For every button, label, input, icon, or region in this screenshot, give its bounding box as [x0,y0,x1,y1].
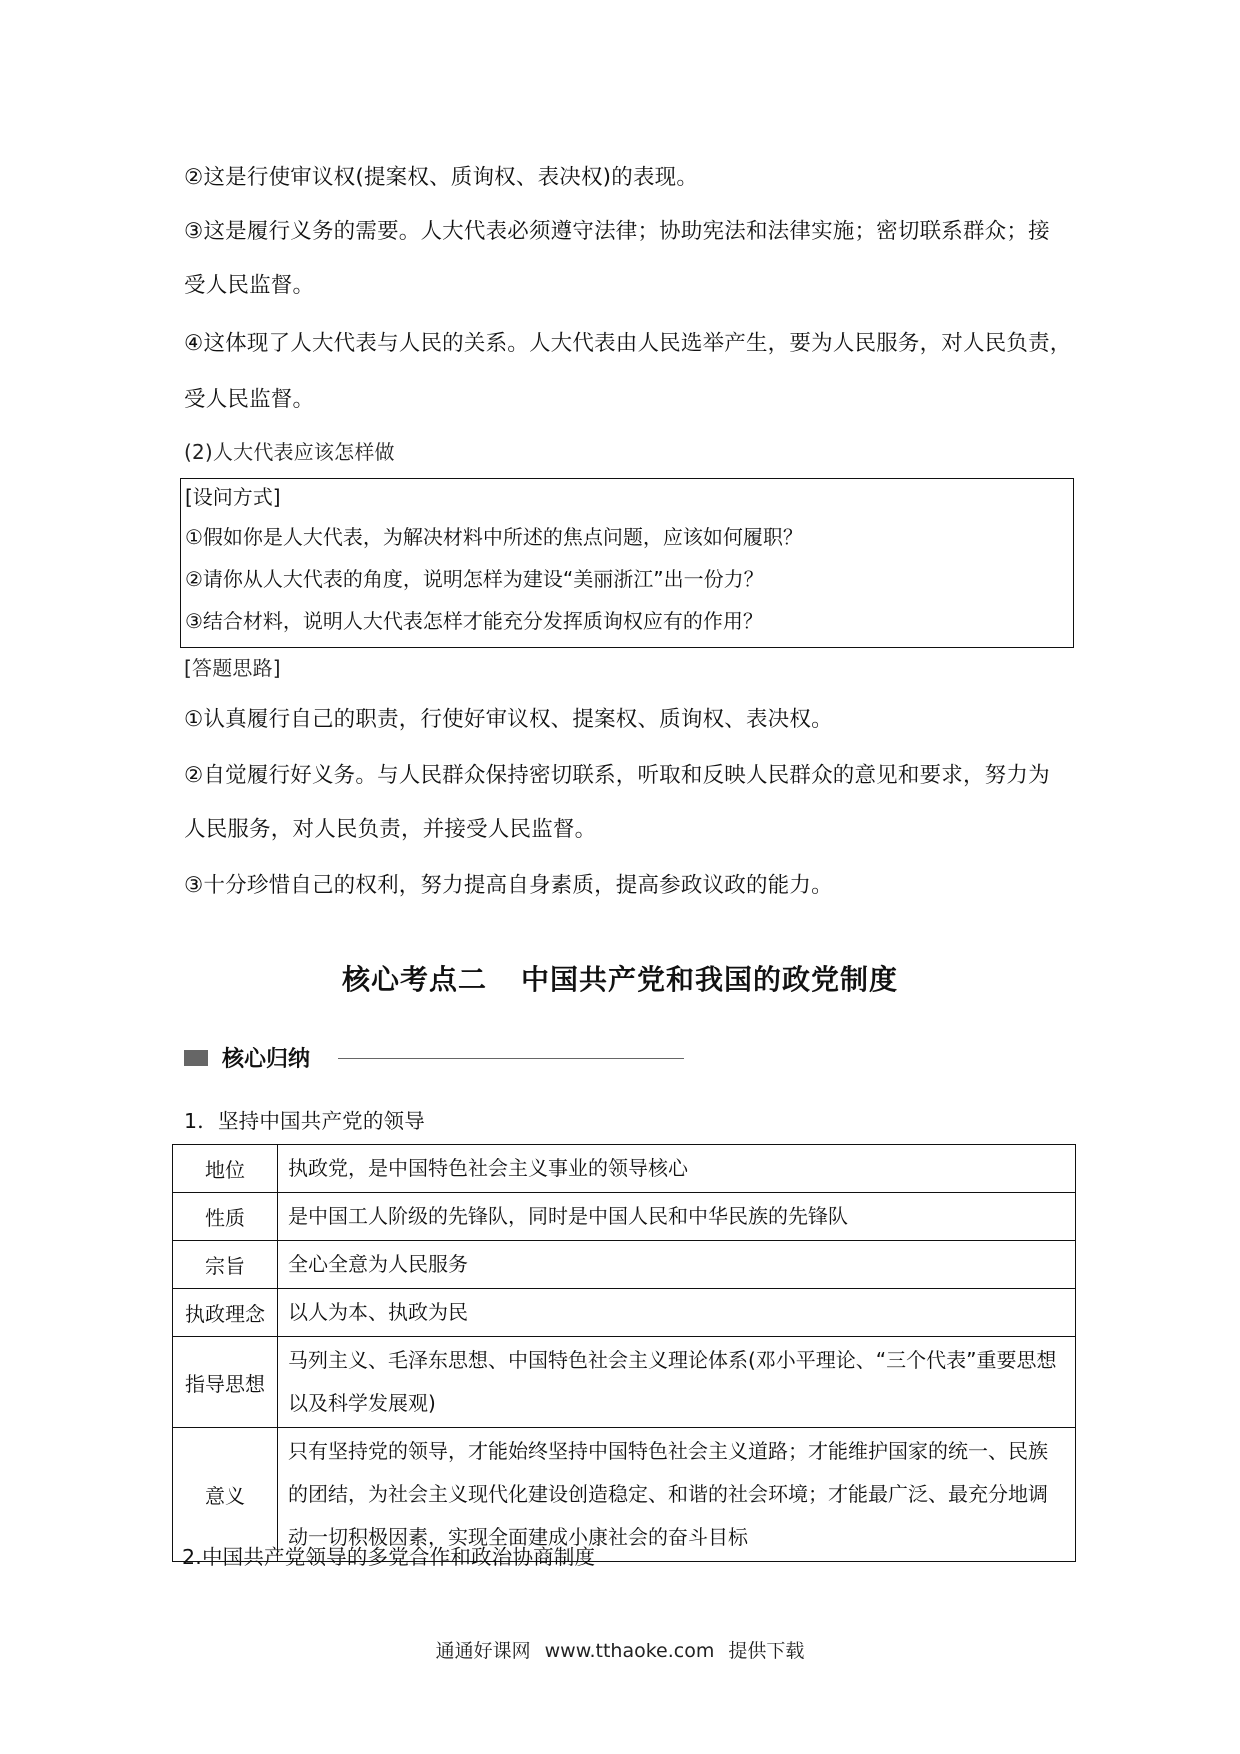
table-row [173,1145,1076,1193]
table-value: 执政党，是中国特色社会主义事业的领导核心 [278,1145,1076,1193]
answer-item: 人民服务，对人民负责，并接受人民监督。 [184,817,597,842]
section-heading [0,958,1240,998]
table-value: 马列主义、毛泽东思想、中国特色社会主义理论体系(邓小平理论、“三个代表”重要思想以及科学发展观) [278,1337,1076,1428]
table-value: 是中国工人阶级的先锋队，同时是中国人民和中华民族的先锋队 [278,1193,1076,1241]
table-value: 只有坚持党的领导，才能始终坚持中国特色社会主义道路；才能维护国家的统一、民族的团结，为社会主义现代化建设创造稳定、和谐的社会环境；才能最广泛、最充分地调动一切积极因素，实现全面建成小康社会的奋斗目标 [278,1428,1076,1562]
table-key: 宗旨 [173,1241,278,1289]
table-row [173,1289,1076,1337]
answer-title: [答题思路] [184,656,281,680]
section-divider [338,1058,684,1059]
table-row [173,1241,1076,1289]
subheading: (2)人大代表应该怎样做 [184,440,395,464]
question-box-title: [设问方式] [185,485,281,509]
table-key: 执政理念 [173,1289,278,1337]
answer-item: ③十分珍惜自己的权利，努力提高自身素质，提高参政议政的能力。 [184,873,833,898]
paragraph-line: ③这是履行义务的需要。人大代表必须遵守法律；协助宪法和法律实施；密切联系群众；接 [184,219,1050,244]
heading-part1: 核心考点二 [341,963,487,996]
table-value: 全心全意为人民服务 [278,1241,1076,1289]
section-title: 核心归纳 [222,1047,311,1072]
paragraph-line: ④这体现了人大代表与人民的关系。人大代表由人民选举产生，要为人民服务，对人民负责， [184,331,1072,356]
table-key: 意义 [173,1428,278,1562]
footer [0,1636,1240,1663]
item-title: 2.中国共产党领导的多党合作和政治协商制度 [182,1545,596,1569]
question-box [180,478,1074,648]
question-item: ①假如你是人大代表，为解决材料中所述的焦点问题，应该如何履职？ [185,525,803,549]
section-marker-icon [184,1050,208,1066]
paragraph-line: 受人民监督。 [184,387,315,412]
footer-url[interactable]: www.tthaoke.com [544,1640,715,1662]
footer-site: 通通好课网 [435,1640,531,1662]
question-item: ②请你从人大代表的角度，说明怎样为建设“美丽浙江”出一份力？ [185,567,764,591]
table-row [173,1193,1076,1241]
answer-item: ①认真履行自己的职责，行使好审议权、提案权、质询权、表决权。 [184,707,833,732]
table-key: 性质 [173,1193,278,1241]
party-leadership-table [172,1144,1076,1562]
item-title: 1．坚持中国共产党的领导 [184,1109,425,1133]
question-item: ③结合材料，说明人大代表怎样才能充分发挥质询权应有的作用？ [185,609,763,633]
table-value: 以人为本、执政为民 [278,1289,1076,1337]
paragraph-line: 受人民监督。 [184,273,315,298]
table-row [173,1337,1076,1428]
table-key: 指导思想 [173,1337,278,1428]
paragraph-line: ②这是行使审议权(提案权、质询权、表决权)的表现。 [184,165,699,190]
table-key: 地位 [173,1145,278,1193]
footer-note: 提供下载 [728,1640,805,1662]
heading-part2: 中国共产党和我国的政党制度 [521,963,899,996]
answer-item: ②自觉履行好义务。与人民群众保持密切联系，听取和反映人民群众的意见和要求，努力为 [184,763,1050,788]
